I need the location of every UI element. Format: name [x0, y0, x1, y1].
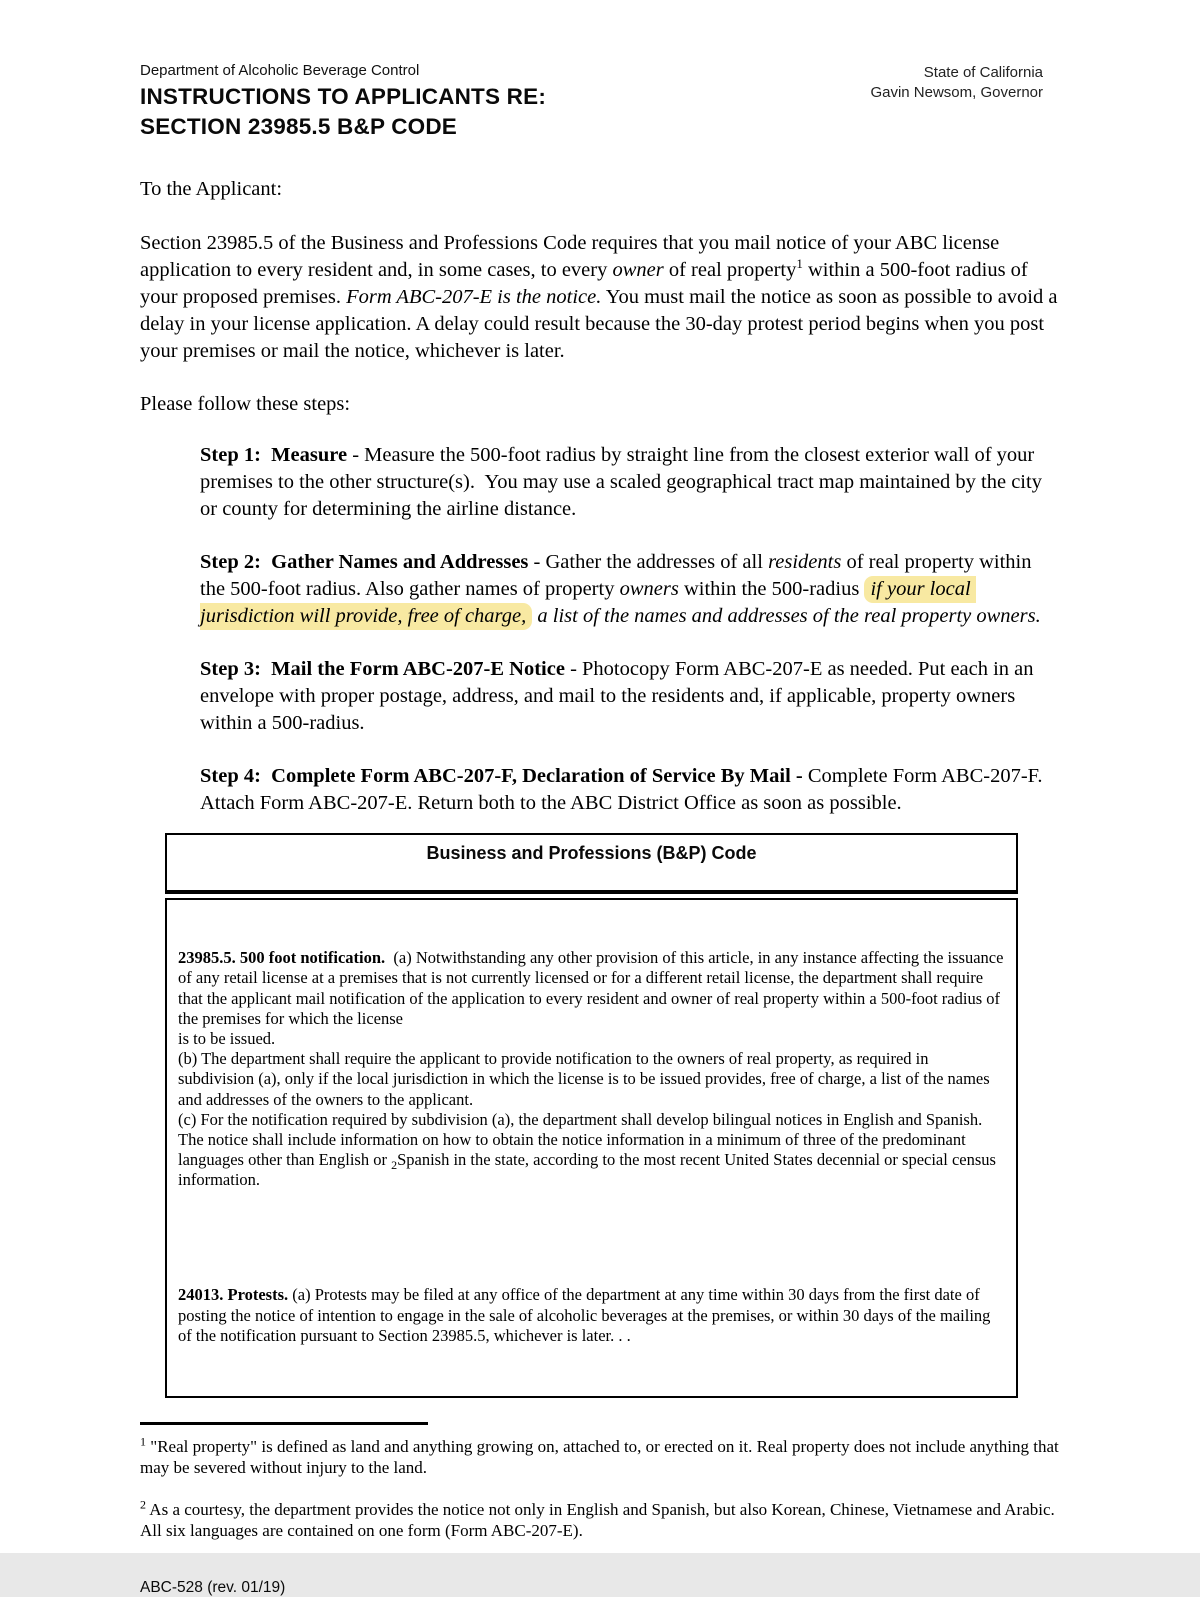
step-2-body-2: of real property within the 500-foot radius. Also gather names of property — [200, 550, 1037, 600]
step-2-highlighted-text: if your local jurisdiction will provide, free of charge, — [200, 576, 976, 630]
code-section-24013-heading: 24013. Protests. — [178, 1285, 289, 1305]
code-section-23985-heading: 23985.5. 500 foot notification. — [178, 948, 386, 968]
step-2-body-4: a list of the names and addresses of the real property owners. — [532, 604, 1041, 627]
code-section-24013-text: (a) Protests may be filed at any office of the department at any time within 30 days from the first date of posting the notice of intention to engage in the sale of alcoholic beverages at the premises, or within 30 days of the mailing of the notification pursuant to Section 23985.5, whichever is later. . . — [178, 1285, 995, 1345]
bp-code-box-body — [165, 898, 1018, 1399]
step-3-body: - Photocopy Form ABC-207-E as needed. Put each in an envelope with proper postage, address, and mail to the residents and, if applicable, property owners within a 500-radius. — [200, 657, 1039, 734]
document-title-line-1: INSTRUCTIONS TO APPLICANTS RE: — [140, 84, 547, 109]
step-2-body-3: within the 500-radius — [678, 577, 865, 600]
step-4-label: Step 4: Complete Form ABC-207-F, Declaration of Service By Mail - — [200, 764, 808, 787]
intro-text-4: You must mail the notice as soon as possible to avoid a delay in your license application. A delay could result because the 30-day protest period begins when you post your premises or mail the notice, whichever is later. — [140, 285, 1063, 362]
salutation: To the Applicant: — [140, 177, 283, 200]
step-2 — [200, 549, 1060, 630]
step-2-residents-italic: residents — [768, 550, 842, 573]
code-section-23985-c-text-1: (c) For the notification required by subdivision (a), the department shall develop bilingual notices in English and Spanish. The notice shall include information on how to obtain the notice information in a minimum of three of the predominant languages other than English or — [178, 1109, 991, 1170]
intro-paragraph — [140, 230, 1063, 365]
code-section-23985-a-text: (a) Notwithstanding any other provision of this article, in any instance affecting the issuance of any retail license at a premises that is not currently licensed or for a different retail license, the department shall require that the applicant mail notification of the application to every resident and owner of real property within a 500-foot radius of the premises for which the license — [178, 948, 1008, 1028]
footnote-1 — [140, 1436, 1070, 1478]
footnote-2-text: As a courtesy, the department provides the notice not only in English and Spanish, but also Korean, Chinese, Vietnamese and Arabic. All six languages are contained on one form (Form ABC-207-E). — [140, 1500, 1063, 1541]
code-section-24013 — [178, 1285, 1005, 1346]
step-4 — [200, 763, 1060, 817]
footnote-2-reference: 2 — [391, 1158, 398, 1173]
header-left — [140, 62, 546, 143]
step-2-label: Step 2: Gather Names and Addresses — [200, 550, 529, 573]
footnote-1-reference: 1 — [796, 255, 803, 271]
intro-text-1: Section 23985.5 of the Business and Professions Code requires that you mail notice of your ABC license application to every resident and, in some cases, to every — [140, 231, 1005, 281]
steps-intro: Please follow these steps: — [140, 392, 351, 415]
governor-name: Gavin Newsom, Governor — [870, 83, 1043, 101]
code-section-23985-c-text-2: Spanish in the state, according to the most recent United States decennial or special census information. — [178, 1150, 1001, 1190]
footnote-1-marker: 1 — [140, 1434, 146, 1449]
step-1 — [200, 442, 1060, 523]
step-2-owners-italic: owners — [619, 577, 679, 600]
step-1-body: - Measure the 500-foot radius by straight line from the closest exterior wall of your premises to the other structure(s). You may use a scaled geographical tract map maintained by the city or county for determining the airline distance. — [200, 443, 1048, 520]
document-header — [0, 0, 1200, 143]
bp-code-box — [165, 833, 1018, 1399]
code-section-23985 — [178, 948, 1008, 1190]
intro-text-2: of real property — [663, 258, 797, 281]
step-2-body-1: - Gather the addresses of all — [528, 550, 769, 573]
header-right — [870, 62, 1043, 102]
form-number: ABC-528 (rev. 01/19) — [140, 1579, 286, 1597]
code-box-spacer — [178, 1231, 1005, 1245]
document-title-line-2: SECTION 23985.5 B&P CODE — [140, 114, 457, 140]
footnote-1-text: "Real property" is defined as land and anything growing on, attached to, or erected on it. Real property does not include anything that may be severed without injury to the land. — [140, 1437, 1063, 1478]
step-3-label: Step 3: Mail the Form ABC-207-E Notice — [200, 657, 565, 680]
step-1-label: Step 1: Measure — [200, 443, 348, 466]
code-section-23985-b-text: (b) The department shall require the applicant to provide notification to the owners of real property, as required in subdivision (a), only if the local jurisdiction in which the license is to be issued provides, free of charge, a list of the names and addresses of the owners to the applicant. — [178, 1049, 994, 1109]
state-name: State of California — [923, 64, 1043, 81]
footnote-2 — [140, 1499, 1070, 1541]
bp-code-box-title: Business and Professions (B&P) Code — [165, 833, 1018, 894]
step-3 — [200, 656, 1060, 737]
document-title — [140, 82, 546, 143]
footnote-divider — [140, 1422, 428, 1425]
intro-notice-italic: Form ABC-207-E is the notice. — [346, 285, 602, 308]
step-4-body: Complete Form ABC-207-F. Attach Form ABC-207-E. Return both to the ABC District Office as soon as possible. — [200, 764, 1047, 814]
footnote-2-marker: 2 — [140, 1497, 146, 1512]
intro-owner-italic: owner — [612, 258, 664, 281]
code-section-23985-a-lastline: is to be issued. — [178, 1028, 276, 1048]
agency-name: Department of Alcoholic Beverage Control — [140, 62, 420, 79]
intro-text-3: within a 500-foot radius of your proposed premises. — [140, 258, 1033, 308]
